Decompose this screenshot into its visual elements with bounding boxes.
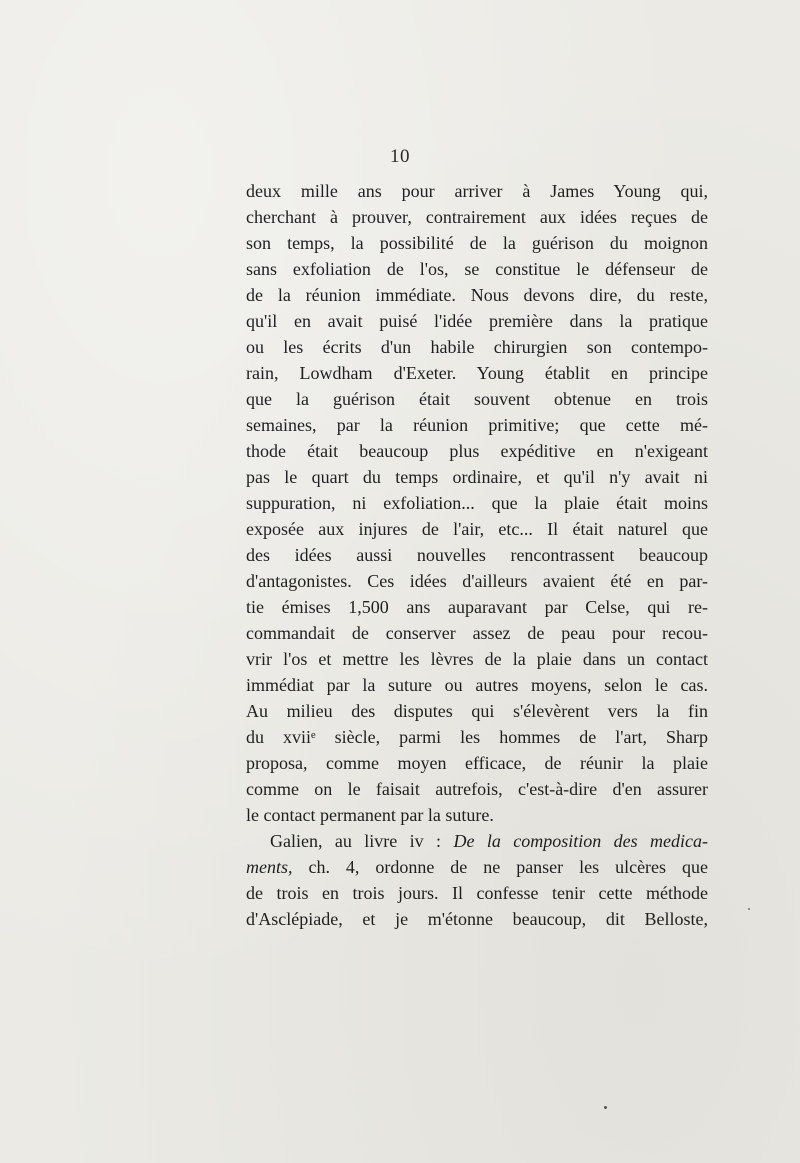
text-line: suppuration, ni exfoliation... que la plaie était moins [246, 493, 708, 513]
text-line: vrir l'os et mettre les lèvres de la plaie dans un contact [246, 649, 708, 669]
paragraph-end-line: le contact permanent par la suture. [246, 805, 494, 825]
text-line: pas le quart du temps ordinaire, et qu'il n'y avait ni [246, 467, 708, 487]
paper-speck [748, 908, 750, 910]
text-line: tie émises 1,500 ans auparavant par Celse, qui re- [246, 597, 708, 617]
text-line: cherchant à prouver, contrairement aux idées reçues de [246, 207, 708, 227]
text-line [246, 828, 708, 854]
italic-title: De la composition des medica- [453, 831, 708, 851]
text-line [246, 854, 708, 880]
text-line: de la réunion immédiate. Nous devons dire, du reste, [246, 285, 708, 305]
text-line: de trois en trois jours. Il confesse tenir cette méthode [246, 883, 708, 903]
text-line: comme on le faisait autrefois, c'est-à-dire d'en assurer [246, 779, 708, 799]
text-line: ou les écrits d'un habile chirurgien son contempo- [246, 337, 708, 357]
text-line: qu'il en avait puisé l'idée première dans la pratique [246, 311, 708, 331]
text-line: que la guérison était souvent obtenue en trois [246, 389, 708, 409]
text-line: semaines, par la réunion primitive; que cette mé- [246, 415, 708, 435]
text-line: sans exfoliation de l'os, se constitue le défenseur de [246, 259, 708, 279]
body-text [246, 178, 708, 932]
italic-title: ments, [246, 857, 293, 877]
page-number: 10 [390, 146, 410, 167]
text-run: Galien, au livre iv : [270, 831, 454, 851]
text-line: immédiat par la suture ou autres moyens, selon le cas. [246, 675, 708, 695]
text-line: commandait de conserver assez de peau pour recou- [246, 623, 708, 643]
text-line: deux mille ans pour arriver à James Young qui, [246, 181, 708, 201]
text-run: ch. 4, ordonne de ne panser les ulcères que [292, 857, 708, 877]
paper-speck [604, 1106, 607, 1109]
text-line: Au milieu des disputes qui s'élevèrent vers la fin [246, 701, 708, 721]
text-line: proposa, comme moyen efficace, de réunir la plaie [246, 753, 708, 773]
text-line: thode était beaucoup plus expéditive en n'exigeant [246, 441, 708, 461]
text-line: des idées aussi nouvelles rencontrassent beaucoup [246, 545, 708, 565]
text-line: son temps, la possibilité de la guérison du moignon [246, 233, 708, 253]
text-line: d'antagonistes. Ces idées d'ailleurs avaient été en par- [246, 571, 708, 591]
text-line: rain, Lowdham d'Exeter. Young établit en principe [246, 363, 708, 383]
text-line: exposée aux injures de l'air, etc... Il était naturel que [246, 519, 708, 539]
text-line: d'Asclépiade, et je m'étonne beaucoup, dit Belloste, [246, 909, 708, 929]
text-line: du xviiᵉ siècle, parmi les hommes de l'art, Sharp [246, 727, 708, 747]
